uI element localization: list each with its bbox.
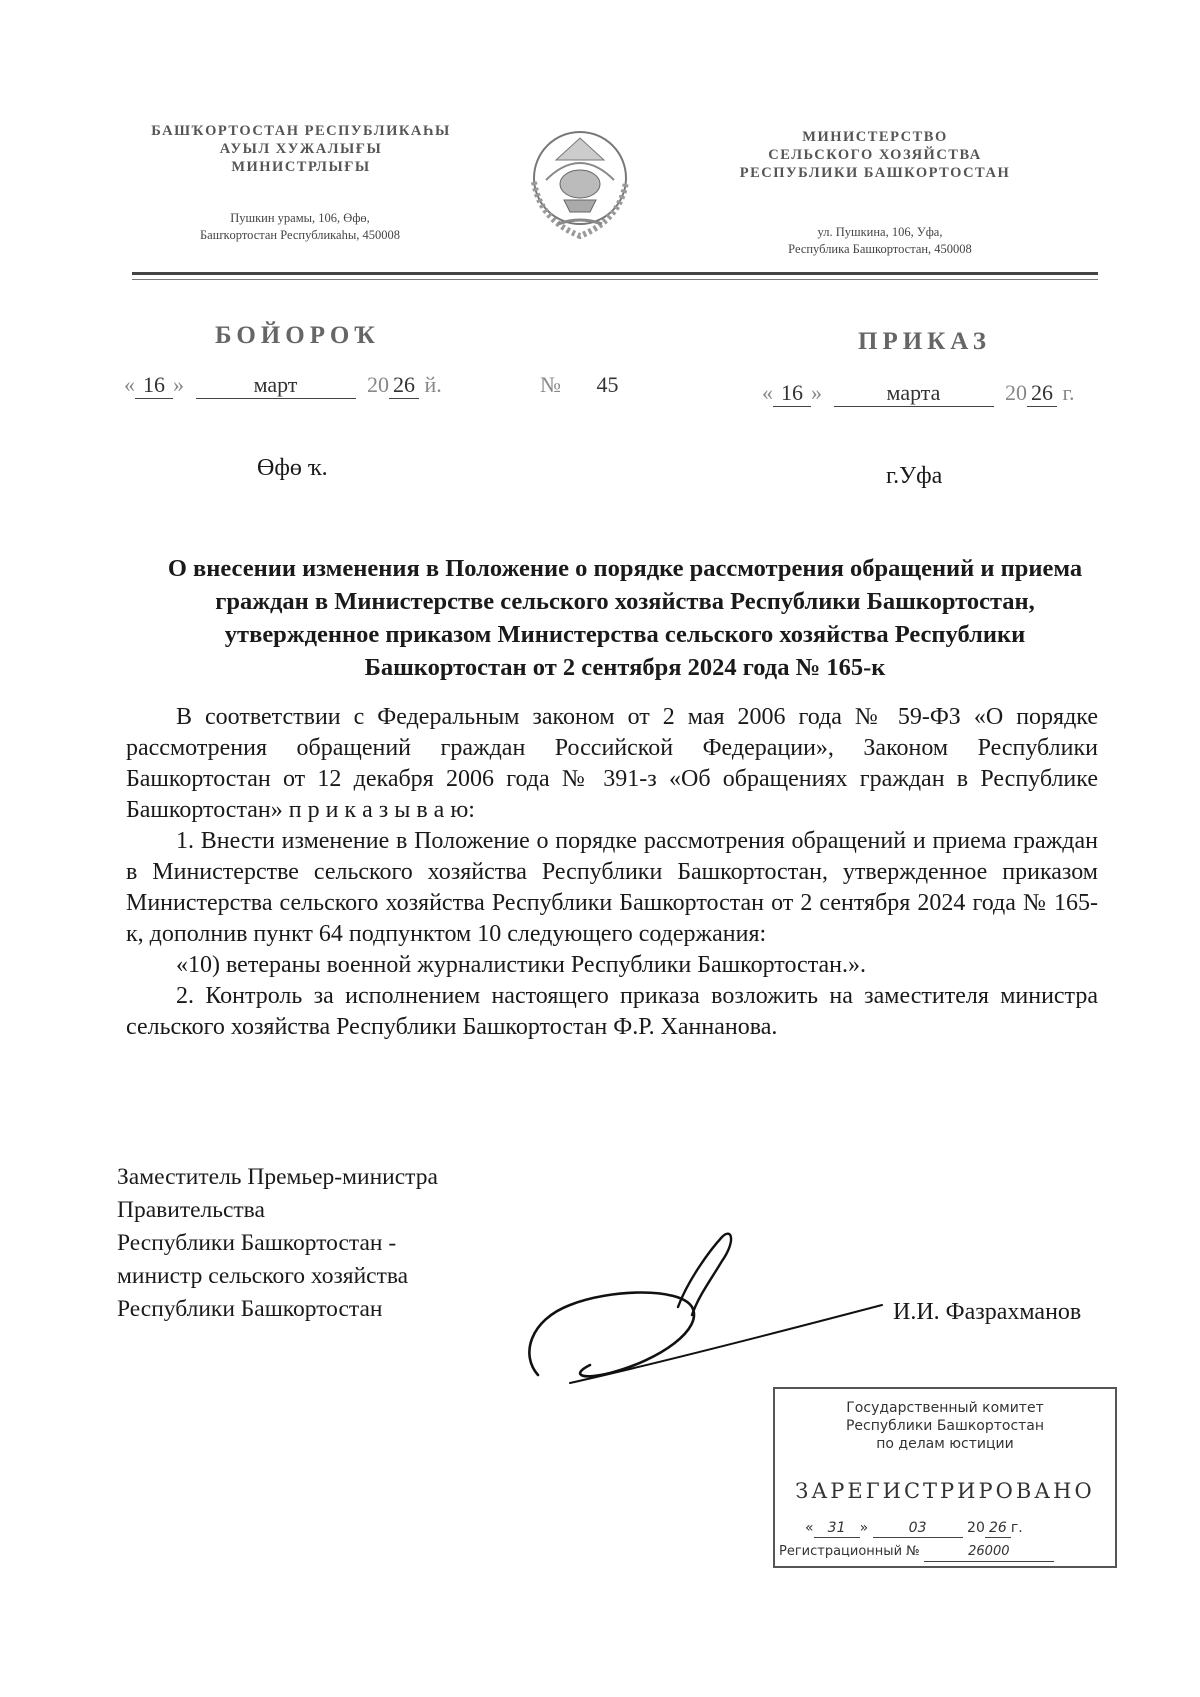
- signatory-position-line: Республики Башкортостан: [117, 1296, 383, 1322]
- stamp-org-line: Государственный комитет: [846, 1400, 1044, 1416]
- doc-type-russian: ПРИКАЗ: [858, 328, 991, 355]
- document-title: О внесении изменения в Положение о порядке рассмотрения обращений и приема граждан в Министерстве сельского хозяйства Республики Башкортостан, утвержденное приказом Министерства сельского хозяйства Республики Башкортостан от 2 сентября 2024 года № 165-к: [167, 555, 1083, 681]
- header-left-org-line: МИНИСТРЛЫҒЫ: [231, 159, 371, 175]
- stamp-year-prefix: 20: [967, 1520, 985, 1536]
- body-paragraph: «10) ветераны военной журналистики Республики Башкортостан.».: [176, 952, 866, 978]
- header-right-org-line: РЕСПУБЛИКИ БАШКОРТОСТАН: [739, 165, 1011, 181]
- header-left-org: [120, 122, 482, 176]
- header-right-org: [700, 128, 1050, 182]
- body-paragraph: В соответствии с Федеральным законом от 2 мая 2006 года № 59-ФЗ «О порядке рассмотрения обращений граждан Российской Федерации», Законом Республики Башкортостан от 12 декабря 2006 года № 391-з «Об обращениях граждан в Республике Башкортостан» п р и к а з ы в а ю:: [126, 704, 1098, 823]
- signatory-position-line: министр сельского хозяйства: [117, 1263, 409, 1289]
- stamp-date-year: 26: [985, 1519, 1011, 1538]
- header-left-org-line: АУЫЛ ХУЖАЛЫҒЫ: [219, 141, 383, 157]
- date-year-bashkir: 26: [389, 372, 419, 399]
- date-year-prefix: 20: [367, 372, 389, 397]
- number-value: 45: [596, 372, 619, 397]
- signatory-position-line: Заместитель Премьер-министра: [117, 1164, 438, 1190]
- handwritten-signature: [510, 1225, 890, 1400]
- header-right-address-line: ул. Пушкина, 106, Уфа,: [817, 225, 943, 239]
- city-russian: г.Уфа: [886, 463, 943, 489]
- number-sign: №: [540, 372, 561, 397]
- date-year-mark: г.: [1062, 380, 1075, 405]
- stamp-date-month: 03: [873, 1519, 963, 1538]
- header-right-address: [725, 224, 1035, 258]
- stamp-date-day: 31: [814, 1519, 860, 1538]
- header-right-org-line: СЕЛЬСКОГО ХОЗЯЙСТВА: [768, 147, 982, 163]
- city-bashkir: Өфө ҡ.: [257, 455, 328, 481]
- header-divider-thin: [132, 279, 1098, 280]
- stamp-year-mark: г.: [1010, 1520, 1023, 1536]
- body-paragraph: 2. Контроль за исполнением настоящего приказа возложить на заместителя министра сельского хозяйства Республики Башкортостан Ф.Р. Ханнанова.: [126, 983, 1098, 1040]
- document-body: [126, 702, 1098, 1043]
- stamp-reg-value: 26000: [924, 1543, 1054, 1562]
- header-left-address-line: Башҡортостан Республикаһы, 450008: [199, 228, 400, 242]
- stamp-date: « 31 » 03 20 26 г.: [805, 1520, 1023, 1536]
- signatory-name: И.И. Фазрахманов: [893, 1299, 1082, 1325]
- date-month-russian: марта: [834, 380, 994, 407]
- header-left-address: [140, 210, 460, 244]
- date-line-russian: « 16 » марта 20 26 г.: [762, 380, 1075, 405]
- header-left-address-line: Пушкин урамы, 106, Өфө,: [230, 211, 370, 225]
- date-year-russian: 26: [1027, 380, 1057, 407]
- signatory-position-line: Республики Башкортостан -: [117, 1230, 397, 1256]
- registration-stamp: [773, 1387, 1117, 1568]
- stamp-org-line: Республики Башкортостан: [845, 1418, 1045, 1434]
- coat-of-arms-emblem: [522, 120, 638, 246]
- date-line-bashkir: « 16 » март 20 26 й.: [124, 372, 442, 397]
- doc-number: [540, 372, 619, 398]
- date-day-bashkir: 16: [135, 372, 173, 399]
- doc-type-bashkir: БОЙОРОҠ: [215, 322, 380, 349]
- date-day-russian: 16: [773, 380, 811, 407]
- header-left-org-line: БАШҠОРТОСТАН РЕСПУБЛИКАҺЫ: [151, 123, 451, 139]
- date-year-prefix: 20: [1005, 380, 1027, 405]
- stamp-status: ЗАРЕГИСТРИРОВАНО: [795, 1479, 1095, 1503]
- header-right-address-line: Республика Башкортостан, 450008: [788, 242, 972, 256]
- body-paragraph: 1. Внести изменение в Положение о порядке рассмотрения обращений и приема граждан в Министерстве сельского хозяйства Республики Башкортостан, утвержденное приказом Министерства сельского хозяйства Республики Башкортостан от 2 сентября 2024 года № 165-к, дополнив пункт 64 подпунктом 10 следующего содержания:: [126, 828, 1098, 947]
- stamp-org: [775, 1399, 1115, 1453]
- stamp-reg-number: [779, 1543, 1054, 1562]
- date-year-mark: й.: [424, 372, 442, 397]
- date-month-bashkir: март: [196, 372, 356, 399]
- stamp-org-line: по делам юстиции: [876, 1436, 1014, 1452]
- signatory-position-line: Правительства: [117, 1197, 265, 1223]
- header-right-org-line: МИНИСТЕРСТВО: [802, 129, 948, 145]
- stamp-reg-label: Регистрационный №: [779, 1544, 920, 1559]
- header-divider-thick: [132, 272, 1098, 275]
- signatory-position: [117, 1161, 438, 1326]
